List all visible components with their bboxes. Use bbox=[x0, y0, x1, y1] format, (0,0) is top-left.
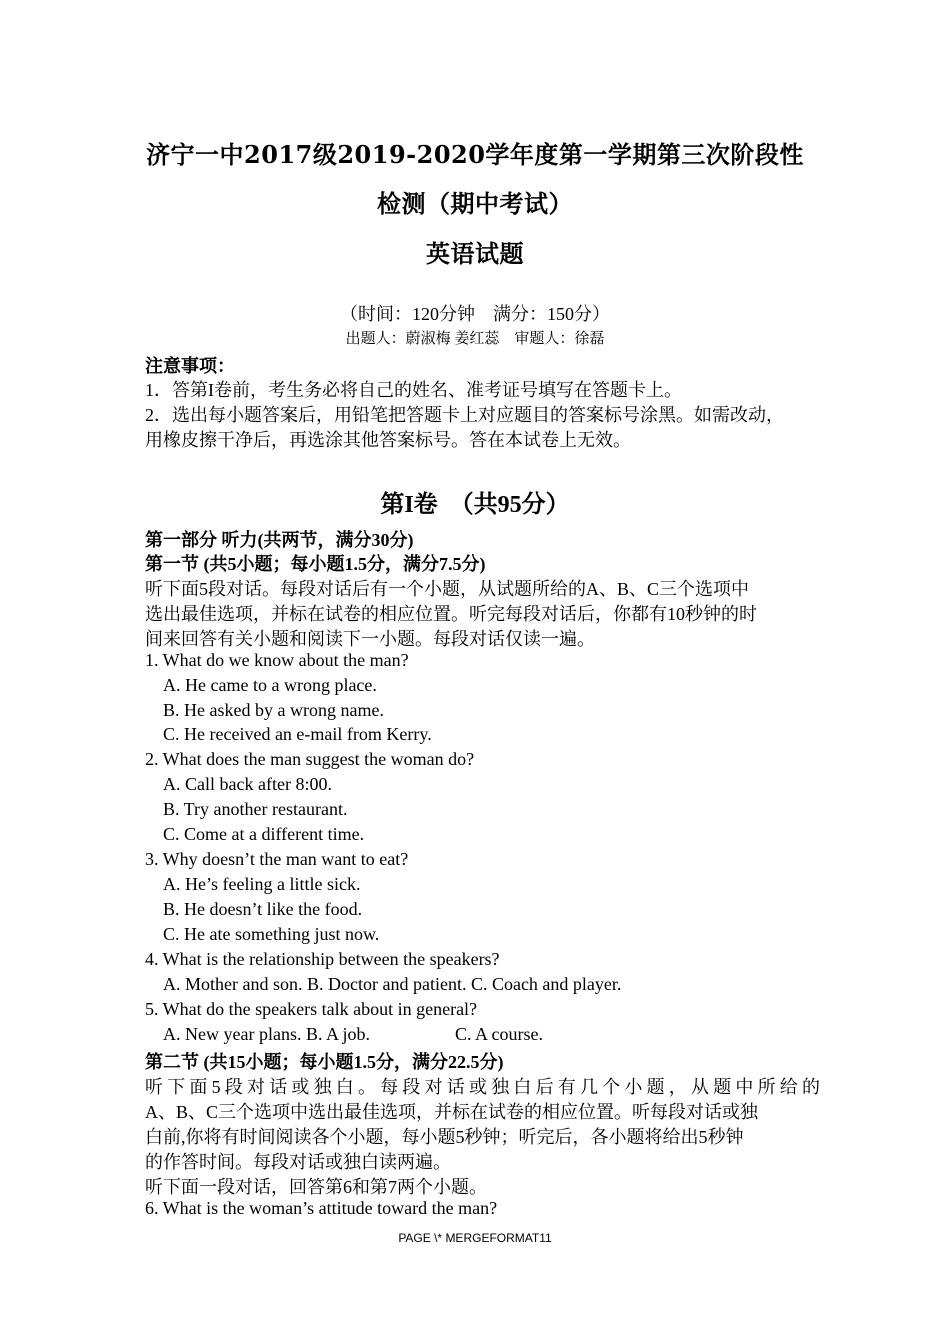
author-info: 出题人：蔚淑梅 姜红蕊 审题人：徐磊 bbox=[345, 331, 605, 347]
section2-instructions-1: 听下面5段对话或独白。每段对话或独白后有几个小题，从题中所给的 bbox=[145, 1077, 820, 1097]
section2-instructions-3: 白前,你将有时间阅读各个小题，每小题5秒钟；听完后，各小题将给出5秒钟 bbox=[145, 1127, 744, 1147]
section2-heading: 第二节 (共15小题；每小题1.5分，满分22.5分) bbox=[145, 1052, 504, 1072]
q2-option-a: A. Call back after 8:00. bbox=[163, 774, 332, 794]
q3-option-a: A. He’s feeling a little sick. bbox=[163, 874, 361, 894]
part1-heading: 第一部分 听力(共两节，满分30分) bbox=[145, 530, 414, 550]
exam-subject-title: 英语试题 bbox=[426, 239, 524, 268]
notice-item-1: 1．答第I卷前，考生务必将自己的姓名、准考证号填写在答题卡上。 bbox=[145, 380, 682, 400]
q1-option-c: C. He received an e-mail from Kerry. bbox=[163, 724, 432, 744]
question-3: 3. Why doesn’t the man want to eat? bbox=[145, 849, 409, 869]
question-1: 1. What do we know about the man? bbox=[145, 650, 409, 670]
time-info: （时间：120分钟 满分：150分） bbox=[340, 304, 610, 324]
exam-title-line2: 检测（期中考试） bbox=[377, 189, 573, 218]
question-2: 2. What does the man suggest the woman do? bbox=[145, 749, 475, 769]
q1-option-a: A. He came to a wrong place. bbox=[163, 675, 377, 695]
section1-heading: 第一节 (共5小题；每小题1.5分，满分7.5分) bbox=[145, 554, 486, 574]
q2-option-c: C. Come at a different time. bbox=[163, 824, 365, 844]
section2-instructions-4: 的作答时间。每段对话或独白读两遍。 bbox=[145, 1152, 451, 1172]
page-footer: PAGE \* MERGEFORMAT11 bbox=[398, 1231, 552, 1245]
section1-instructions-1: 听下面5段对话。每段对话后有一个小题，从试题所给的A、B、C三个选项中 bbox=[145, 579, 750, 599]
q5-options-ab: A. New year plans. B. A job. bbox=[163, 1024, 370, 1044]
q3-option-b: B. He doesn’t like the food. bbox=[163, 899, 363, 919]
question-4: 4. What is the relationship between the speakers? bbox=[145, 949, 500, 969]
section1-instructions-3: 间来回答有关小题和阅读下一小题。每段对话仅读一遍。 bbox=[145, 629, 595, 649]
question-5: 5. What do the speakers talk about in general? bbox=[145, 999, 478, 1019]
exam-title-line1: 济宁一中2017级2019-2020学年度第一学期第三次阶段性 bbox=[146, 140, 804, 169]
notice-item-2-cont: 用橡皮擦干净后，再选涂其他答案标号。答在本试卷上无效。 bbox=[145, 430, 631, 450]
section2-sub-instructions: 听下面一段对话，回答第6和第7两个小题。 bbox=[145, 1177, 487, 1197]
q5-option-c: C. A course. bbox=[455, 1024, 543, 1044]
q2-option-b: B. Try another restaurant. bbox=[163, 799, 348, 819]
section2-instructions-2: A、B、C三个选项中选出最佳选项，并标在试卷的相应位置。听每段对话或独 bbox=[145, 1102, 759, 1122]
notice-heading: 注意事项： bbox=[145, 356, 235, 376]
q1-option-b: B. He asked by a wrong name. bbox=[163, 700, 384, 720]
section1-instructions-2: 选出最佳选项，并标在试卷的相应位置。听完每段对话后，你都有10秒钟的时 bbox=[145, 604, 757, 624]
volume-title: 第I卷 （共95分） bbox=[380, 492, 570, 518]
q3-option-c: C. He ate something just now. bbox=[163, 924, 380, 944]
notice-item-2: 2．选出每小题答案后，用铅笔把答题卡上对应题目的答案标号涂黑。如需改动， bbox=[145, 405, 784, 425]
q4-options: A. Mother and son. B. Doctor and patient. C. Coach and player. bbox=[163, 974, 622, 994]
question-6: 6. What is the woman’s attitude toward the man? bbox=[145, 1198, 498, 1218]
